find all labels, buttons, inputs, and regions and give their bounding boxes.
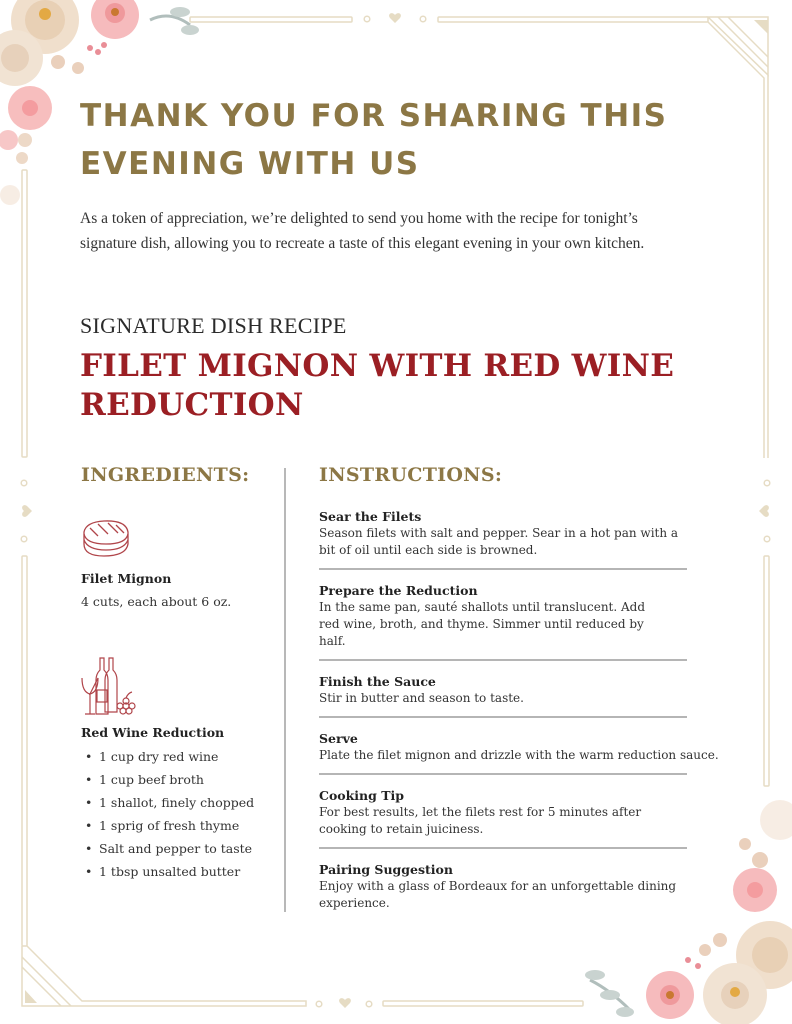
recipe-kicker: SIGNATURE DISH RECIPE bbox=[80, 313, 347, 338]
list-item: • Salt and pepper to taste bbox=[99, 837, 254, 860]
intro-paragraph: As a token of appreciation, we’re delighted to send you home with the recipe for tonight’s signature dish, allowing you to recreate a taste of this elegant evening in your own kitchen. bbox=[80, 210, 645, 252]
instruction-step bbox=[319, 508, 687, 570]
thank-you-headline: THANK YOU FOR SHARING THIS EVENING WITH US bbox=[80, 98, 668, 182]
instruction-step bbox=[319, 673, 687, 718]
ingredient-name: Red Wine Reduction bbox=[81, 725, 225, 740]
instructions-heading: INSTRUCTIONS: bbox=[319, 464, 503, 486]
instruction-step bbox=[319, 730, 719, 775]
step-title: Sear the Filets bbox=[319, 509, 422, 524]
step-body: Season filets with salt and pepper. Sear in a hot pan with a bit of oil until each side is browned. bbox=[319, 526, 679, 557]
step-body: Plate the filet mignon and drizzle with the warm reduction sauce. bbox=[319, 748, 719, 762]
ingredient-description: 4 cuts, each about 6 oz. bbox=[81, 594, 232, 609]
step-title: Finish the Sauce bbox=[319, 674, 436, 689]
instruction-steps bbox=[319, 508, 719, 933]
steak-icon bbox=[80, 518, 132, 560]
dish-title: FILET MIGNON WITH RED WINE REDUCTION bbox=[80, 348, 675, 423]
step-title: Cooking Tip bbox=[319, 788, 405, 803]
step-body: Stir in butter and season to taste. bbox=[319, 691, 524, 705]
list-item: • 1 shallot, finely chopped bbox=[99, 791, 254, 814]
step-body: Enjoy with a glass of Bordeaux for an unforgettable dining experience. bbox=[319, 879, 677, 910]
step-title: Prepare the Reduction bbox=[319, 583, 478, 598]
step-body: In the same pan, sauté shallots until translucent. Add red wine, broth, and thyme. Simmer until reduced by half. bbox=[319, 600, 646, 648]
wine-bottle-icon bbox=[80, 656, 140, 718]
step-body: For best results, let the filets rest for 5 minutes after cooking to retain juiciness. bbox=[319, 805, 642, 836]
instruction-step bbox=[319, 582, 687, 661]
instruction-step bbox=[319, 861, 687, 921]
list-item: • 1 tbsp unsalted butter bbox=[99, 860, 254, 883]
list-item: • 1 cup beef broth bbox=[99, 768, 254, 791]
step-title: Pairing Suggestion bbox=[319, 862, 453, 877]
column-divider bbox=[284, 468, 286, 912]
list-item: • 1 cup dry red wine bbox=[99, 745, 254, 768]
instruction-step bbox=[319, 787, 687, 849]
ingredients-heading: INGREDIENTS: bbox=[81, 464, 250, 486]
ingredient-name: Filet Mignon bbox=[81, 571, 172, 586]
list-item: • 1 sprig of fresh thyme bbox=[99, 814, 254, 837]
ingredient-list bbox=[81, 745, 254, 883]
step-title: Serve bbox=[319, 731, 358, 746]
